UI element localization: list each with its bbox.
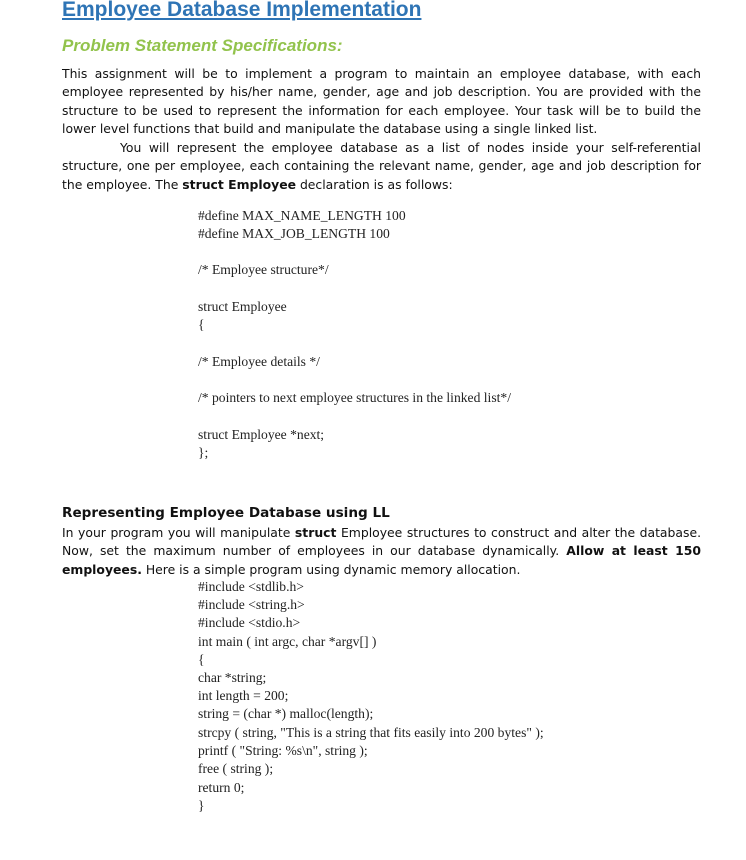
code-line: int length = 200; (198, 688, 289, 703)
code-line: int main ( int argc, char *argv[] ) (198, 634, 377, 649)
code-line: struct Employee *next; (198, 427, 325, 442)
text-run: declaration is as follows: (296, 176, 453, 192)
section-heading: Representing Employee Database using LL (62, 505, 390, 521)
code-line: strcpy ( string, "This is a string that fits easily into 200 bytes" ); (198, 725, 544, 740)
code-line: }; (198, 445, 209, 460)
bold-allow-150: Allow at least 150 employees. (62, 543, 701, 577)
code-line: string = (char *) malloc(length); (198, 706, 374, 721)
bold-struct-employee: struct Employee (182, 176, 296, 192)
text-run: You will represent the employee database as a list of nodes inside your self-referential structure, one per employee, each containing the relevant name, gender, age and job description for the employee. The (62, 140, 701, 192)
code-line: #define MAX_JOB_LENGTH 100 (198, 226, 390, 241)
code-line: return 0; (198, 780, 245, 795)
code-line: } (198, 798, 205, 813)
text-run: Employee structures to construct and alter the database. Now, set the maximum number of employees in our database dynamically. (62, 525, 702, 559)
struct-description-paragraph (62, 139, 701, 194)
code-line: free ( string ); (198, 761, 274, 776)
code-line: /* Employee structure*/ (198, 262, 329, 277)
code-line: /* pointers to next employee structures in the linked list*/ (198, 390, 511, 405)
bold-struct: struct (294, 525, 337, 540)
code-line: #define MAX_NAME_LENGTH 100 (198, 208, 406, 223)
text-run: Here is a simple program using dynamic memory allocation. (141, 561, 521, 577)
code-line: { (198, 317, 205, 332)
code-line: #include <string.h> (198, 597, 305, 612)
code-line: char *string; (198, 670, 267, 685)
text-run: In your program you will manipulate (62, 525, 295, 540)
intro-paragraph: This assignment will be to implement a program to maintain an employee database, with each employee represented by his/her name, gender, age and job description. You are provided with the structure to be used to represent the information for each employee. Your task will be to build the lower level functions that build and manipulate the database using a single linked list. (62, 66, 701, 137)
document-title: Employee Database Implementation (62, 0, 422, 21)
code-line: #include <stdio.h> (198, 615, 301, 630)
code-line: printf ( "String: %s\n", string ); (198, 743, 368, 758)
section-paragraph (62, 524, 701, 579)
problem-statement-heading: Problem Statement Specifications: (62, 36, 343, 55)
code-line: { (198, 652, 205, 667)
code-line: struct Employee (198, 299, 287, 314)
code-line: /* Employee details */ (198, 354, 320, 369)
code-line: #include <stdlib.h> (198, 579, 304, 594)
